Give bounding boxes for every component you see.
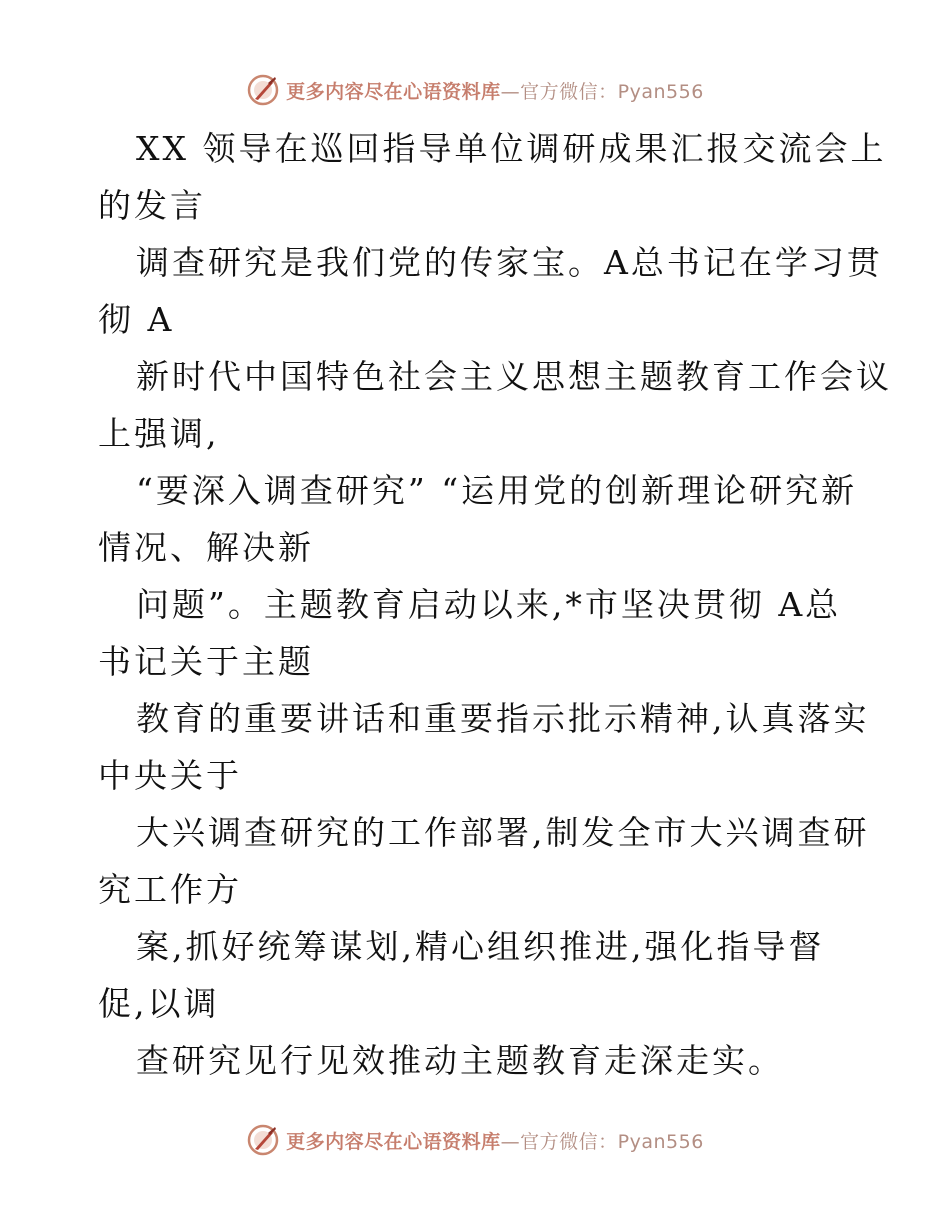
paragraph-line: 彻 A — [98, 300, 175, 339]
paragraph-line: 调查研究是我们党的传家宝。A总书记在学习贯 — [136, 243, 883, 282]
quill-logo-icon — [246, 73, 280, 107]
quill-logo-icon — [246, 1123, 280, 1157]
paragraph-line: 情况、解决新 — [98, 528, 314, 567]
paragraph-line: “要深入调查研究” “运用党的创新理论研究新 — [136, 471, 858, 510]
footer-banner — [0, 1120, 950, 1160]
paragraph-line: 书记关于主题 — [98, 642, 314, 681]
paragraph-line: 中央关于 — [98, 756, 242, 795]
paragraph-line: 案,抓好统筹谋划,精心组织推进,强化指导督 — [136, 927, 825, 966]
banner-text — [286, 77, 704, 104]
paragraph-line: 新时代中国特色社会主义思想主题教育工作会议 — [136, 357, 892, 396]
banner-wechat: —官方微信：Pyan556 — [500, 1130, 704, 1153]
banner-wechat: —官方微信：Pyan556 — [500, 80, 704, 103]
banner-text — [286, 1127, 704, 1154]
paragraph-line: 究工作方 — [98, 870, 242, 909]
paragraph-line: 查研究见行见效推动主题教育走深走实。 — [136, 1041, 784, 1080]
paragraph-line: 教育的重要讲话和重要指示批示精神,认真落实 — [136, 699, 870, 738]
paragraph-line: 的发言 — [98, 186, 206, 225]
banner-brand: 更多内容尽在心语资料库 — [286, 80, 501, 103]
document-body — [98, 120, 892, 1089]
document-title-line: XX 领导在巡回指导单位调研成果汇报交流会上 — [136, 129, 887, 168]
paragraph-line: 上强调, — [98, 414, 220, 453]
paragraph-line: 问题”。主题教育启动以来,*市坚决贯彻 A总 — [136, 585, 842, 624]
banner-brand: 更多内容尽在心语资料库 — [286, 1130, 501, 1153]
paragraph-line: 促,以调 — [98, 984, 220, 1023]
header-banner — [0, 70, 950, 110]
paragraph-line: 大兴调查研究的工作部署,制发全市大兴调查研 — [136, 813, 870, 852]
